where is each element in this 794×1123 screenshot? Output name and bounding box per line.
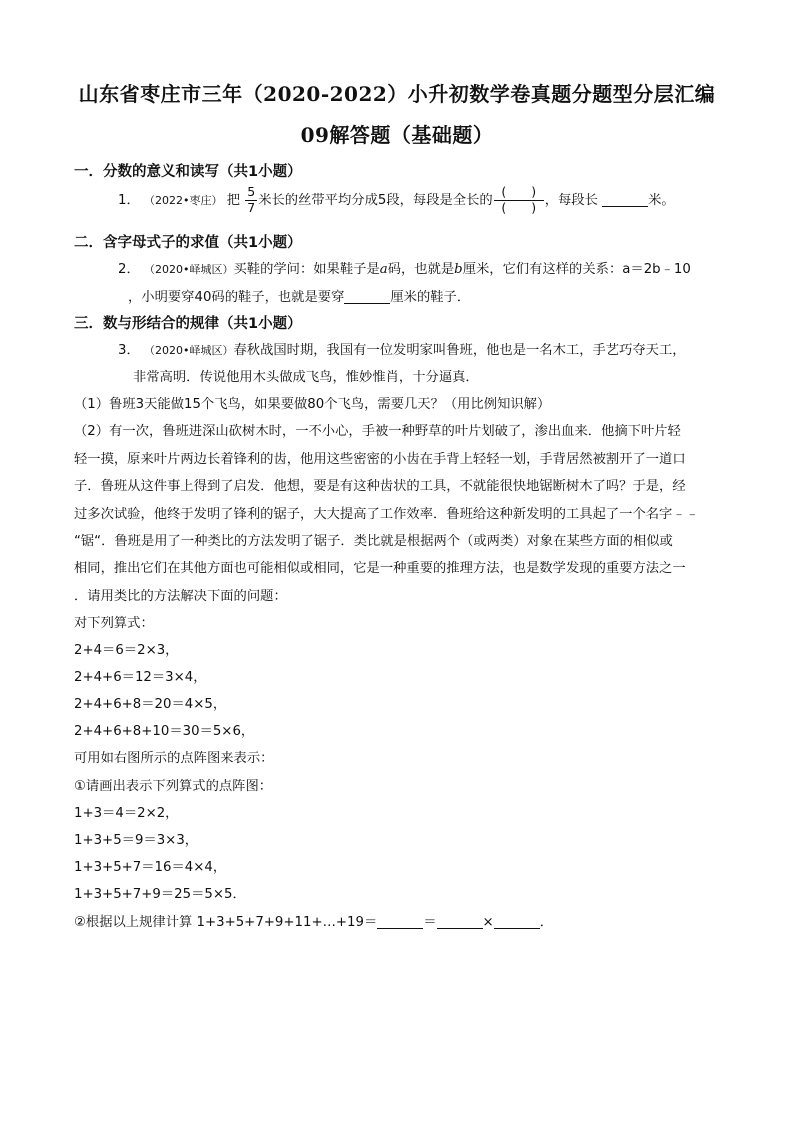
question-text: 码，也就是 bbox=[387, 262, 455, 277]
dot-array-intro: 可用如右图所示的点阵图来表示： bbox=[74, 751, 274, 766]
question-source: （2020•峄城区） bbox=[144, 263, 234, 276]
equation-line: 2+4＝6＝2×3， bbox=[74, 643, 179, 658]
variable-a: a bbox=[379, 262, 388, 277]
question-text: 春秋战国时期，我国有一位发明家叫鲁班，他也是一名木工，手艺巧夺天工， bbox=[233, 343, 686, 358]
question-2-line2 bbox=[128, 286, 470, 305]
question-3-line2: 非常高明．传说他用木头做成飞鸟，惟妙惟肖，十分逼真． bbox=[133, 370, 479, 385]
question-text: 买鞋的学问：如果鞋子是 bbox=[233, 262, 380, 277]
question-2-line1 bbox=[118, 258, 691, 277]
equation-line: 1+3+5+7＝16＝4×4， bbox=[74, 860, 227, 875]
part-2-line4: 过多次试验，他终于发明了锋利的锯子，大大提高了工作效率．鲁班给这种新发明的工具起了一个名字﹣﹣ bbox=[74, 507, 699, 522]
answer-blank bbox=[437, 914, 483, 929]
fraction-denominator: 7 bbox=[247, 199, 256, 215]
question-text: 米长的丝带平均分成5段，每段是全长的 bbox=[258, 193, 493, 208]
equation-line: 2+4+6＝12＝3×4， bbox=[74, 670, 207, 685]
question-number: 2． bbox=[118, 262, 140, 277]
question-text: ②根据以上规律计算 1+3+5+7+9+11+…+19＝ bbox=[74, 915, 378, 930]
fraction-five-sevenths bbox=[245, 186, 257, 214]
equals-sign: ＝ bbox=[423, 915, 437, 930]
part-1: （1）鲁班3天能做15个飞鸟，如果要做80个飞鸟，需要几天？（用比例知识解） bbox=[74, 397, 551, 412]
part-2-line1: （2）有一次，鲁班进深山砍树木时，一不小心，手被一种野草的叶片划破了，渗出血来．他摘下叶片轻 bbox=[74, 424, 681, 439]
answer-blank bbox=[602, 192, 648, 207]
section-heading-1: 一．分数的意义和读写（共1小题） bbox=[74, 164, 302, 180]
fraction-numerator: 5 bbox=[247, 184, 256, 199]
part-2-line3: 子．鲁班从这件事上得到了启发．他想，要是有这种齿状的工具，不就能很快地锯断树木了吗？于是，经 bbox=[74, 479, 686, 494]
sub-question-2 bbox=[74, 911, 553, 930]
part-2-line7: ．请用类比的方法解决下面的问题： bbox=[74, 589, 287, 604]
part-2-line5: “锯“．鲁班是用了一种类比的方法发明了锯子．类比就是根据两个（或两类）对象在某些方面的相似或 bbox=[74, 534, 673, 549]
equation-line: 2+4+6+8+10＝30＝5×6， bbox=[74, 724, 255, 739]
part-2-line6: 相同，推出它们在其他方面也可能相似或相同，它是一种重要的推理方法，也是数学发现的重要方法之一 bbox=[74, 561, 686, 576]
equation-line: 1+3+5＝9＝3×3， bbox=[74, 833, 199, 848]
formula: a＝2b﹣10 bbox=[622, 262, 691, 277]
variable-b: b bbox=[454, 262, 463, 277]
question-text: 厘米的鞋子． bbox=[390, 290, 471, 305]
document-title-line2: 09解答题（基础题） bbox=[300, 123, 494, 147]
answer-numerator-blank: ( ) bbox=[501, 184, 537, 199]
answer-denominator-blank: ( ) bbox=[501, 199, 537, 215]
question-1 bbox=[118, 186, 675, 214]
section-heading-3: 三．数与形结合的规律（共1小题） bbox=[74, 316, 302, 332]
question-source: （2020•峄城区） bbox=[144, 344, 234, 357]
equation-line: 2+4+6+8＝20＝4×5， bbox=[74, 697, 227, 712]
answer-blank bbox=[344, 289, 390, 304]
times-sign: × bbox=[482, 915, 494, 930]
answer-fraction-blank bbox=[494, 186, 544, 214]
question-3-line1 bbox=[118, 339, 686, 358]
question-text: ，小明要穿40码的鞋子，也就是要穿 bbox=[128, 290, 345, 305]
question-number: 1． bbox=[118, 193, 140, 208]
document-title-line1: 山东省枣庄市三年（2020-2022）小升初数学卷真题分题型分层汇编 bbox=[78, 82, 716, 106]
equation-line: 1+3+5+7+9＝25＝5×5． bbox=[74, 887, 246, 902]
part-2-line2: 轻一摸，原来叶片两边长着锋利的齿，他用这些密密的小齿在手背上轻轻一划，手背居然被割开了一道口 bbox=[74, 452, 686, 467]
question-number: 3． bbox=[118, 343, 140, 358]
answer-blank bbox=[377, 914, 423, 929]
answer-blank bbox=[494, 914, 540, 929]
period: ． bbox=[539, 915, 553, 930]
section-heading-2: 二．含字母式子的求值（共1小题） bbox=[74, 235, 302, 251]
question-text: 米。 bbox=[648, 193, 675, 208]
equation-line: 1+3＝4＝2×2， bbox=[74, 806, 179, 821]
question-text: 把 bbox=[226, 193, 241, 208]
equations-lead: 对下列算式： bbox=[74, 616, 154, 631]
question-text: 厘米，它们有这样的关系： bbox=[462, 262, 623, 277]
question-text: ，每段长 bbox=[544, 193, 598, 208]
question-source: （2022•枣庄） bbox=[144, 194, 223, 207]
sub-question-1: ①请画出表示下列算式的点阵图： bbox=[74, 779, 273, 794]
